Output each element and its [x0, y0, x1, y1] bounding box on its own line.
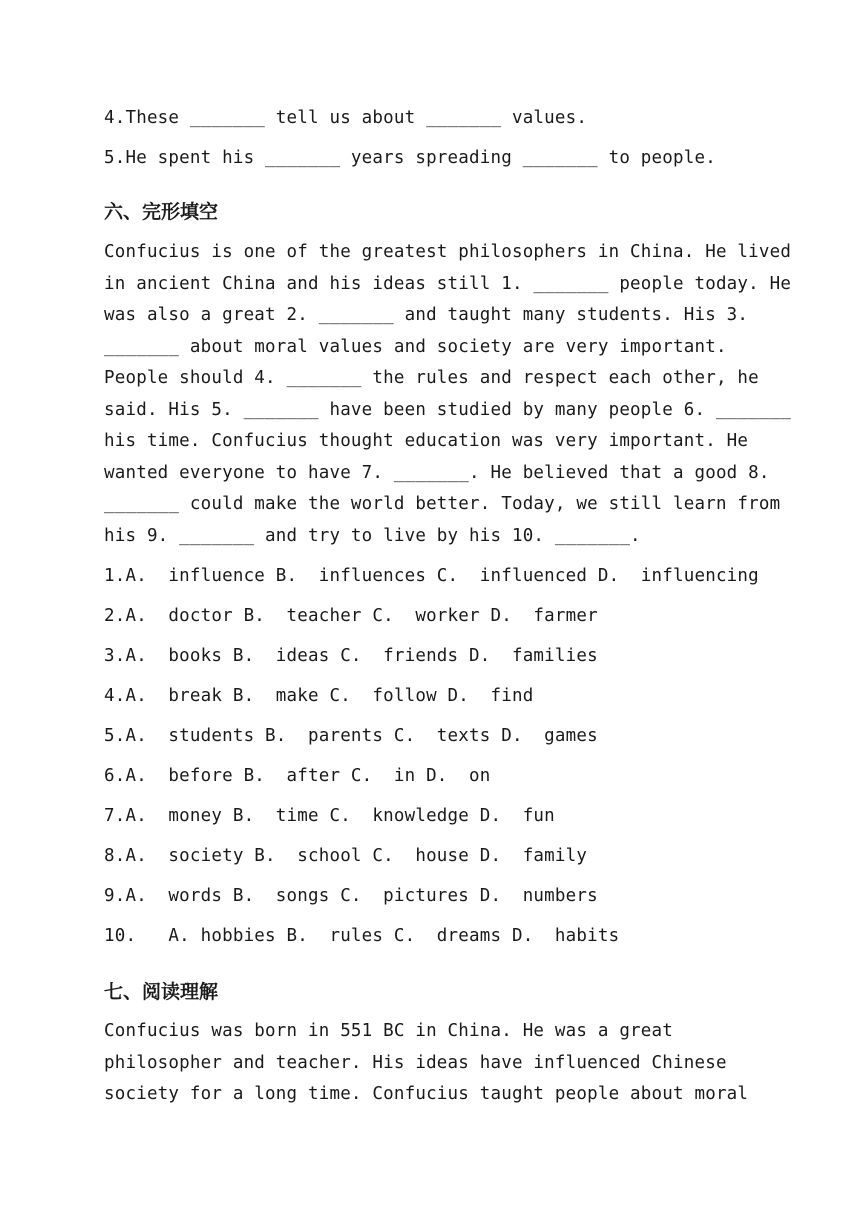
cloze-options: [104, 556, 764, 956]
cloze-passage: [104, 237, 792, 552]
passage-line: was also a great 2. _______ and taught many students. His 3.: [104, 305, 749, 325]
passage-line: People should 4. _______ the rules and respect each other, he: [104, 368, 759, 388]
passage-line: Confucius was born in 551 BC in China. He was a great: [104, 1021, 674, 1041]
passage-line: said. His 5. _______ have been studied by many people 6. _______: [104, 399, 792, 420]
passage-line: his 9. _______ and try to live by his 10. _______.: [104, 525, 641, 546]
passage-line: _______ about moral values and society are very important.: [104, 336, 727, 357]
option-line: 5.A. students B. parents C. texts D. games: [104, 726, 598, 746]
reading-passage: [104, 1016, 764, 1111]
option-line: 6.A. before B. after C. in D. on: [104, 766, 491, 786]
option-line: 7.A. money B. time C. knowledge D. fun: [104, 806, 555, 826]
section-7-title: 七、阅读理解: [104, 981, 219, 1003]
question-line: 5.He spent his _______ years spreading _______ to people.: [104, 148, 716, 168]
passage-line: his time. Confucius thought education was very important. He: [104, 431, 749, 451]
option-line: 9.A. words B. songs C. pictures D. numbers: [104, 886, 598, 906]
passage-line: in ancient China and his ideas still 1. _______ people today. He: [104, 273, 792, 294]
passage-line: wanted everyone to have 7. _______. He believed that a good 8.: [104, 462, 770, 483]
option-line: 2.A. doctor B. teacher C. worker D. farmer: [104, 606, 598, 626]
passage-line: philosopher and teacher. His ideas have influenced Chinese: [104, 1052, 727, 1073]
passage-line: society for a long time. Confucius taught people about moral: [104, 1084, 749, 1104]
option-line: 4.A. break B. make C. follow D. find: [104, 686, 534, 706]
option-line: 1.A. influence B. influences C. influenced D. influencing: [104, 566, 759, 586]
question-line: 4.These _______ tell us about _______ values.: [104, 108, 588, 128]
previous-questions: [104, 98, 764, 178]
option-line: 10. A. hobbies B. rules C. dreams D. habits: [104, 926, 620, 946]
passage-line: Confucius is one of the greatest philosophers in China. He lived: [104, 242, 792, 262]
passage-line: _______ could make the world better. Today, we still learn from: [104, 494, 781, 514]
option-line: 8.A. society B. school C. house D. family: [104, 846, 588, 866]
option-line: 3.A. books B. ideas C. friends D. families: [104, 646, 598, 666]
section-6-title: 六、完形填空: [104, 201, 219, 223]
